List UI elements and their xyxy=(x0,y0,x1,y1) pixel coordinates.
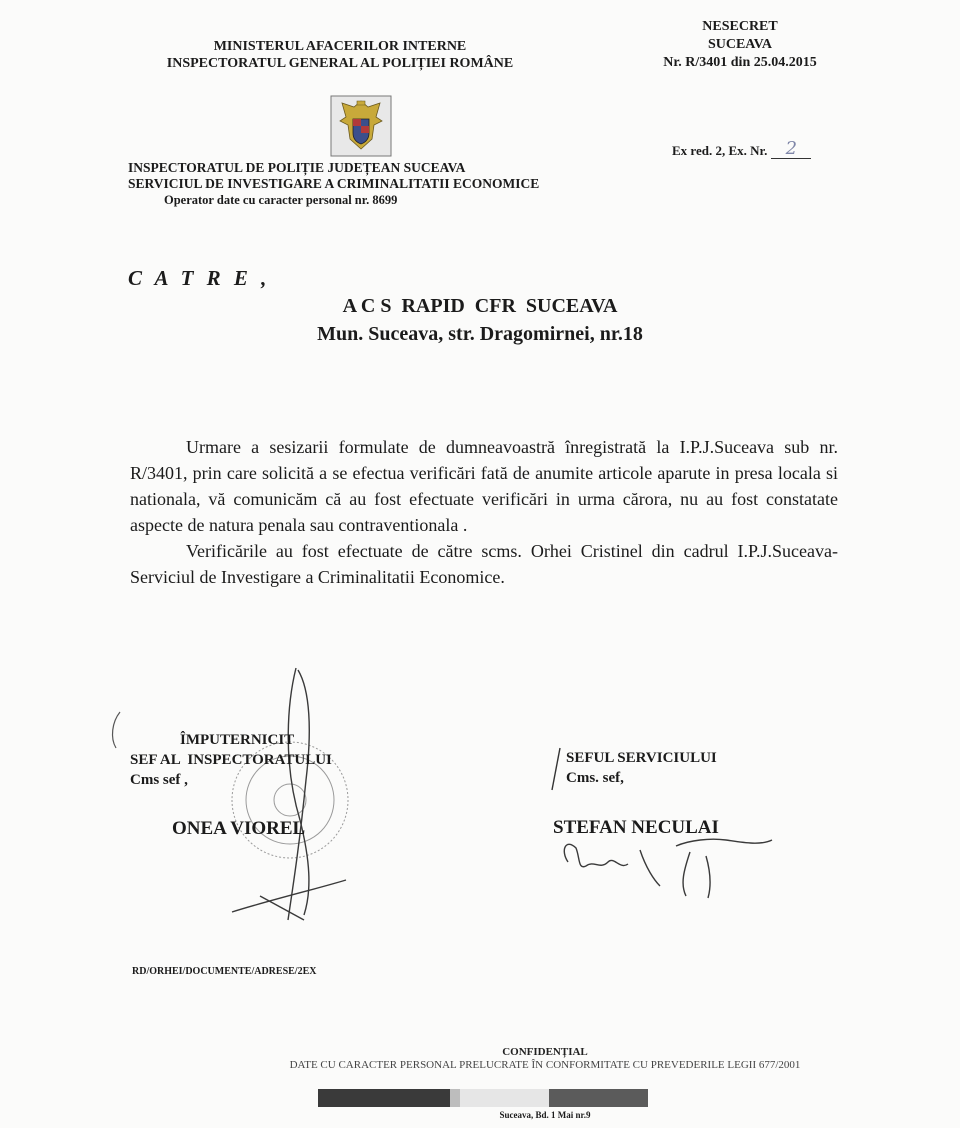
footer-notice xyxy=(240,1046,850,1072)
left-signature-icon xyxy=(232,668,346,920)
classification-block xyxy=(640,18,840,72)
institution-line-2: SERVICIUL DE INVESTIGARE A CRIMINALITATII ECONOMICE xyxy=(128,176,540,191)
copy-number-label: Ex red. 2, Ex. Nr. xyxy=(672,143,768,158)
right-signature-line-1: SEFUL SERVICIULUI xyxy=(566,750,717,766)
coat-of-arms-icon xyxy=(330,95,392,157)
body-paragraph-1: Urmare a sesizarii formulate de dumneavoastră înregistrată la I.P.J.Suceava sub nr. R/3401, prin care solicită a se efectua verificări fată de anumite articole aparute in presa locala si nationala, vă comunicăm că au fost efectuate verificări in urma cărora, nu au fost constatate aspecte de natura penala sau contraventionala . xyxy=(130,437,838,535)
institution-header xyxy=(128,160,648,208)
copy-number xyxy=(672,138,811,159)
body-paragraph-2: Verificările au fost efectuate de către scms. Orhei Cristinel din cadrul I.P.J.Suceava-Serviciul de Investigare a Criminalitatii Economice. xyxy=(130,541,838,587)
salutation: C A T R E , xyxy=(128,266,271,290)
classification-city: SUCEAVA xyxy=(707,37,773,52)
data-protection-notice: DATE CU CARACTER PERSONAL PRELUCRATE ÎN CONFORMITATE CU PREVEDERILE LEGII 677/2001 xyxy=(289,1059,801,1071)
left-signature-block xyxy=(130,730,332,790)
right-signatory-name: STEFAN NECULAI xyxy=(553,817,719,838)
copy-number-handwritten: 2 xyxy=(785,138,798,159)
recipient-name: A C S RAPID CFR SUCEAVA xyxy=(342,295,618,317)
left-signature-line-1: ÎMPUTERNICIT xyxy=(180,732,295,748)
left-signature-line-2: SEF AL INSPECTORATULUI xyxy=(130,752,332,768)
ministry-line-1: MINISTERUL AFACERILOR INTERNE xyxy=(213,39,467,54)
ministry-header xyxy=(120,38,560,72)
bracket-left-mark xyxy=(113,712,120,748)
registration-number: Nr. R/3401 din 25.04.2015 xyxy=(663,55,817,70)
right-signature-block xyxy=(566,748,717,788)
confidential-label: CONFIDENȚIAL xyxy=(502,1046,588,1058)
footer-address: Suceava, Bd. 1 Mai nr.9 xyxy=(499,1110,591,1120)
document-reference: RD/ORHEI/DOCUMENTE/ADRESE/2EX xyxy=(132,966,317,977)
right-signature-icon xyxy=(564,839,772,898)
bracket-right-mark xyxy=(552,748,560,790)
institution-line-1: INSPECTORATUL DE POLIȚIE JUDEȚEAN SUCEAVA xyxy=(128,160,466,175)
letter-body xyxy=(130,434,838,590)
left-signatory-name: ONEA VIOREL xyxy=(172,818,306,839)
ministry-line-2: INSPECTORATUL GENERAL AL POLIȚIEI ROMÂNE xyxy=(166,56,514,71)
recipient-block xyxy=(250,292,710,348)
recipient-address: Mun. Suceava, str. Dragomirnei, nr.18 xyxy=(317,323,643,345)
operator-number: Operator date cu caracter personal nr. 8699 xyxy=(164,193,398,207)
footer-color-bar xyxy=(318,1089,648,1107)
left-signature-line-3: Cms sef , xyxy=(130,772,188,788)
copy-number-field xyxy=(771,138,811,159)
right-signature-line-2: Cms. sef, xyxy=(566,770,624,786)
classification-label: NESECRET xyxy=(702,19,778,34)
